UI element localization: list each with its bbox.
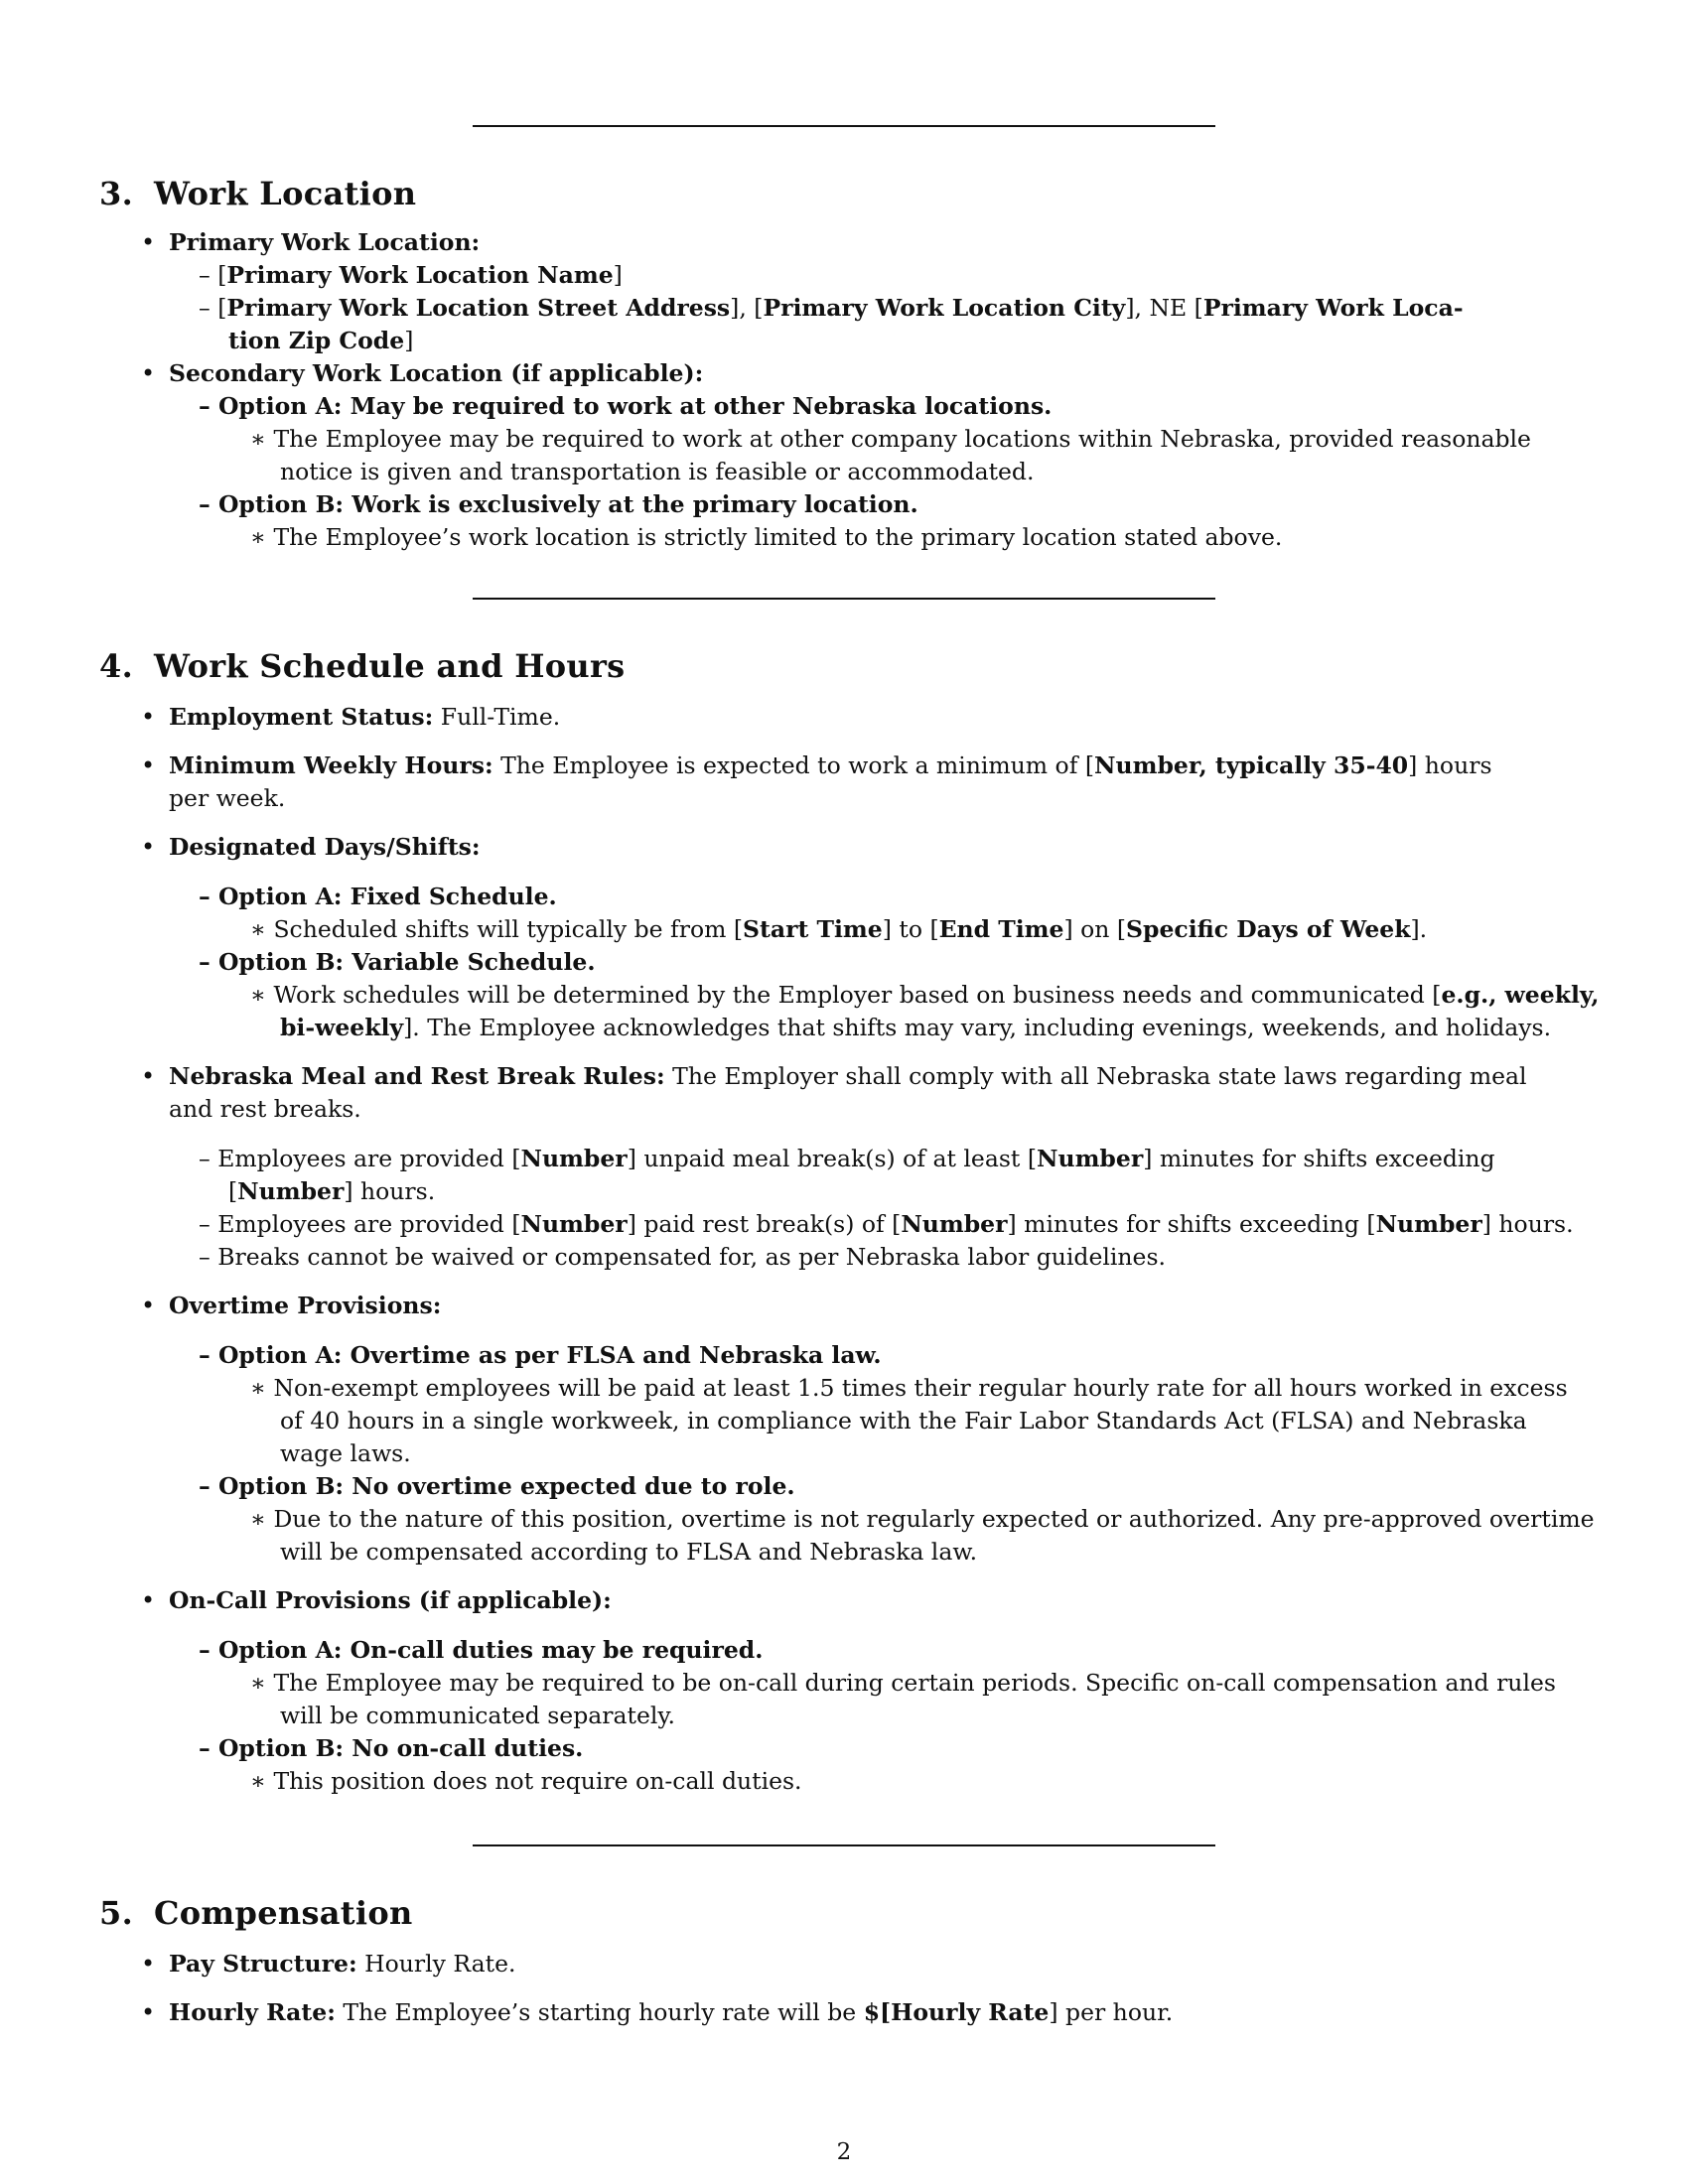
list-item: – [Primary Work Location Street Address], [Primary Work Location City], NE [Primary Work Loca- <box>199 294 1464 322</box>
bullet: • <box>141 833 156 861</box>
option-text: of 40 hours in a single workweek, in compliance with the Fair Labor Standards Act (FLSA) and Nebraska <box>280 1407 1527 1434</box>
list-item-continued: [Number] hours. <box>228 1177 436 1205</box>
bullet: • <box>141 751 156 779</box>
list-item: Hourly Rate: The Employee’s starting hourly rate will be $[Hourly Rate] per hour. <box>169 1998 1174 2026</box>
option-text: wage laws. <box>280 1439 411 1467</box>
option-text: ∗ Non-exempt employees will be paid at least 1.5 times their regular hourly rate for all hours worked in excess <box>250 1374 1568 1402</box>
page-number: 2 <box>836 2139 852 2165</box>
option-text: ∗ Scheduled shifts will typically be from [Start Time] to [End Time] on [Specific Days of Week]. <box>250 915 1428 943</box>
list-item: Employment Status: Full-Time. <box>169 703 561 731</box>
section-divider <box>473 125 1215 127</box>
option-text: notice is given and transportation is feasible or accommodated. <box>280 458 1035 485</box>
option-text: ∗ The Employee’s work location is strictly limited to the primary location stated above. <box>250 523 1283 551</box>
bullet: • <box>141 359 156 387</box>
label: Secondary Work Location (if applicable): <box>169 359 704 387</box>
option-title: – Option B: No overtime expected due to role. <box>199 1472 795 1500</box>
section-heading: 3. Work Location <box>99 175 417 212</box>
option-text: ∗ Due to the nature of this position, overtime is not regularly expected or authorized. Any pre-approved overtime <box>250 1505 1595 1533</box>
option-title: – Option A: Overtime as per FLSA and Nebraska law. <box>199 1341 882 1369</box>
bullet: • <box>141 1998 156 2026</box>
label: Overtime Provisions: <box>169 1292 442 1319</box>
option-title: – Option B: Variable Schedule. <box>199 948 596 976</box>
option-title: – Option A: On-call duties may be required. <box>199 1636 764 1664</box>
label: Primary Work Location: <box>169 228 481 256</box>
list-item: – Breaks cannot be waived or compensated for, as per Nebraska labor guidelines. <box>199 1243 1166 1271</box>
section-divider <box>473 598 1215 600</box>
list-item-continued: tion Zip Code] <box>228 327 414 354</box>
option-title: – Option A: May be required to work at other Nebraska locations. <box>199 392 1053 420</box>
list-item: Nebraska Meal and Rest Break Rules: The Employer shall comply with all Nebraska state laws regarding meal <box>169 1062 1527 1090</box>
list-item-continued: per week. <box>169 784 286 812</box>
section-heading: 4. Work Schedule and Hours <box>99 647 626 685</box>
option-title: – Option B: Work is exclusively at the primary location. <box>199 490 918 518</box>
bullet: • <box>141 1950 156 1978</box>
list-item-continued: and rest breaks. <box>169 1095 361 1123</box>
option-text: ∗ The Employee may be required to work at other company locations within Nebraska, provided reasonable <box>250 425 1531 453</box>
option-text: ∗ Work schedules will be determined by the Employer based on business needs and communicated [e.g., weekly, <box>250 981 1600 1009</box>
list-item: Minimum Weekly Hours: The Employee is expected to work a minimum of [Number, typically 35-40] hours <box>169 751 1492 779</box>
bullet: • <box>141 228 156 256</box>
bullet: • <box>141 1292 156 1319</box>
option-title: – Option B: No on-call duties. <box>199 1734 584 1762</box>
list-item: – [Primary Work Location Name] <box>199 261 623 289</box>
bullet: • <box>141 703 156 731</box>
list-item: – Employees are provided [Number] unpaid meal break(s) of at least [Number] minutes for shifts exceeding <box>199 1145 1495 1172</box>
label: On-Call Provisions (if applicable): <box>169 1586 612 1614</box>
option-text: bi-weekly]. The Employee acknowledges that shifts may vary, including evenings, weekends, and holidays. <box>280 1014 1552 1041</box>
label: Designated Days/Shifts: <box>169 833 481 861</box>
option-title: – Option A: Fixed Schedule. <box>199 883 557 910</box>
bullet: • <box>141 1586 156 1614</box>
section-heading: 5. Compensation <box>99 1894 413 1932</box>
bullet: • <box>141 1062 156 1090</box>
option-text: will be compensated according to FLSA and Nebraska law. <box>280 1538 978 1566</box>
option-text: will be communicated separately. <box>280 1702 676 1729</box>
list-item: – Employees are provided [Number] paid rest break(s) of [Number] minutes for shifts exceeding [Number] hours. <box>199 1210 1574 1238</box>
section-divider <box>473 1844 1215 1846</box>
list-item: Pay Structure: Hourly Rate. <box>169 1950 516 1978</box>
option-text: ∗ The Employee may be required to be on-call during certain periods. Specific on-call compensation and rules <box>250 1669 1556 1697</box>
option-text: ∗ This position does not require on-call duties. <box>250 1767 802 1795</box>
